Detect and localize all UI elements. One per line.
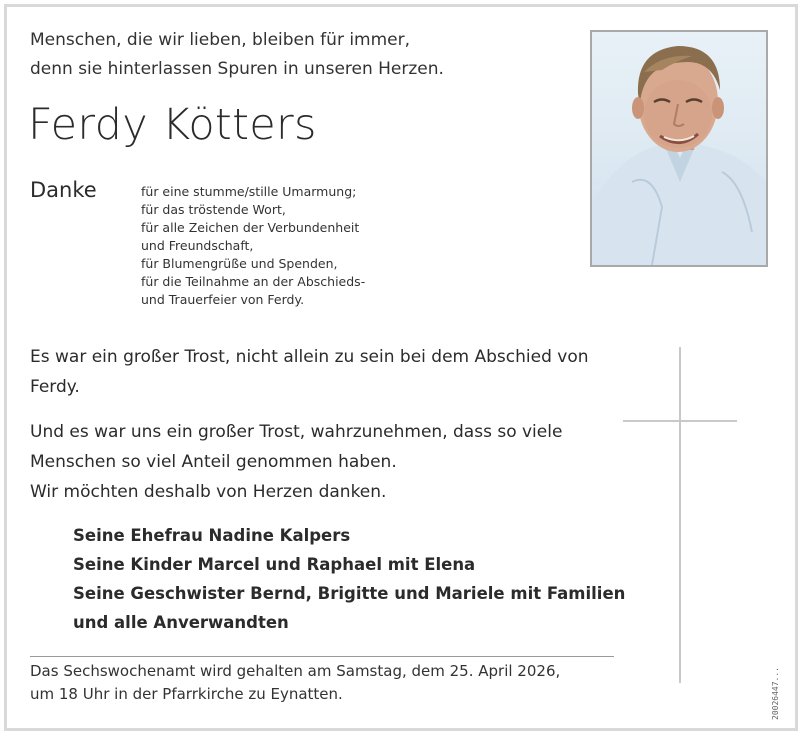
family-line: Seine Geschwister Bernd, Brigitte und Mariele mit Familien [73, 584, 626, 603]
thanks-line: und Trauerfeier von Ferdy. [141, 292, 305, 307]
thanks-line: für die Teilnahme an der Abschieds- [141, 274, 366, 289]
motto [30, 26, 444, 84]
paragraph-trost: Es war ein großer Trost, nicht allein zu sein bei dem Abschied von Ferdy. [30, 347, 589, 397]
portrait-photo [590, 30, 768, 267]
thanks-line: für Blumengrüße und Spenden, [141, 256, 338, 271]
paragraph-anteil [30, 417, 620, 507]
ad-code: 20026447... [771, 667, 780, 720]
thanks-list [141, 183, 365, 309]
footer-line: um 18 Uhr in der Pfarrkirche zu Eynatten. [30, 685, 343, 703]
family-line: Seine Kinder Marcel und Raphael mit Elena [73, 555, 476, 574]
paragraph-line: Und es war uns ein großer Trost, wahrzunehmen, dass so viele [30, 422, 563, 442]
portrait-illustration [592, 32, 766, 265]
thanks-line: für alle Zeichen der Verbundenheit [141, 220, 360, 235]
family-line: und alle Anverwandten [73, 613, 289, 632]
paragraph-line: Menschen so viel Anteil genommen haben. [30, 452, 397, 472]
deceased-name: Ferdy Kötters [28, 100, 317, 150]
paragraph-line: Wir möchten deshalb von Herzen danken. [30, 482, 387, 502]
danke-heading: Danke [30, 178, 97, 202]
thanks-line: und Freundschaft, [141, 238, 254, 253]
motto-line: Menschen, die wir lieben, bleiben für immer, [30, 30, 411, 50]
family-signatures [73, 521, 625, 637]
cross-vertical-bar [679, 347, 681, 683]
family-line: Seine Ehefrau Nadine Kalpers [73, 526, 351, 545]
footer-divider [30, 656, 614, 657]
footer-notice [30, 660, 620, 706]
footer-line: Das Sechswochenamt wird gehalten am Samstag, dem 25. April 2026, [30, 662, 561, 680]
motto-line: denn sie hinterlassen Spuren in unseren Herzen. [30, 59, 444, 79]
cross-horizontal-bar [623, 420, 737, 422]
thanks-line: für das tröstende Wort, [141, 202, 286, 217]
thanks-line: für eine stumme/stille Umarmung; [141, 184, 357, 199]
